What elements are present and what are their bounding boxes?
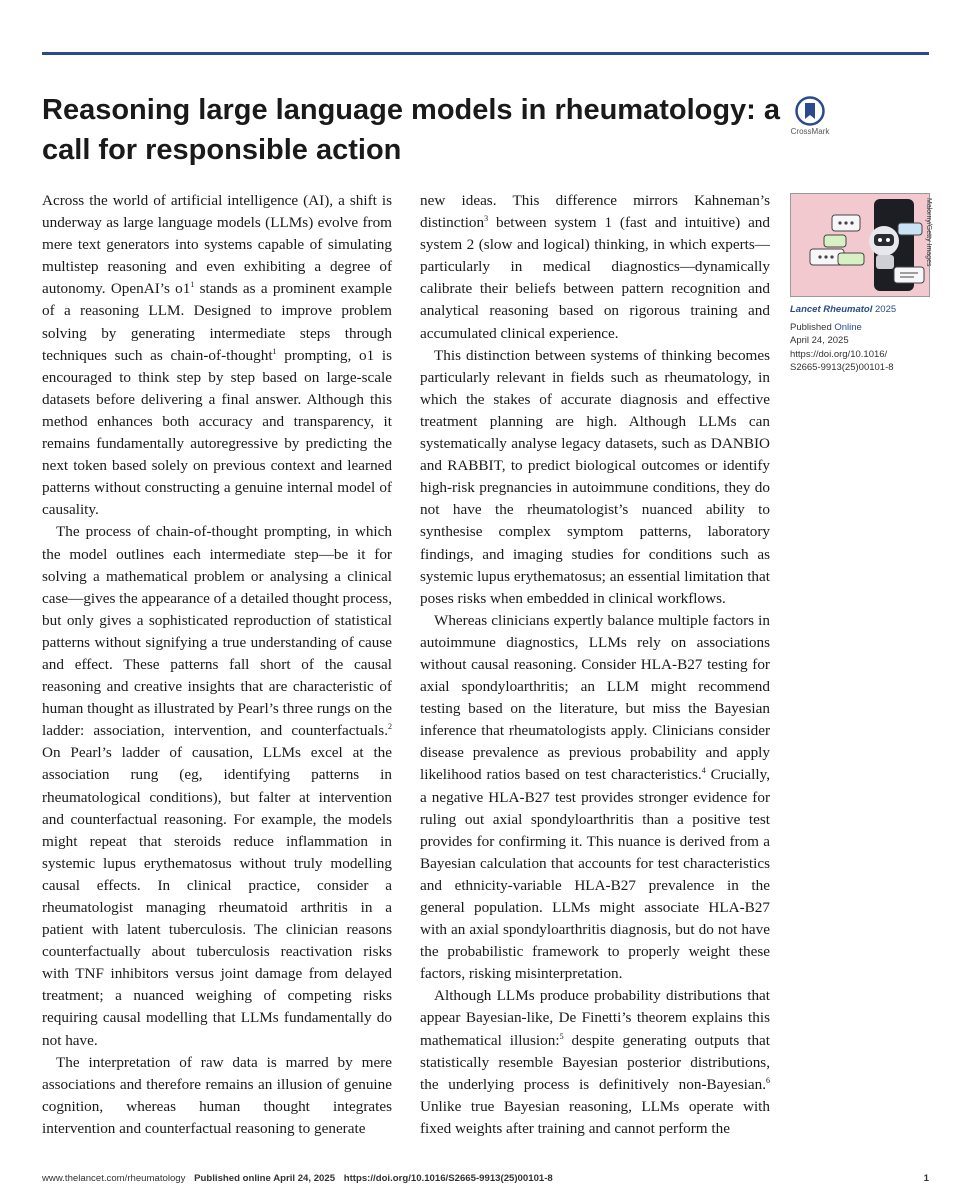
right-column [420,190,770,1140]
paragraph: The interpretation of raw data is marred by mere associations and therefore remains an illusion of genuine cognition, whereas human thought integrates intervention and counterfactual reasoning to generate [42,1053,392,1137]
published-date: April 24, 2025 [790,335,849,347]
footer-site-link[interactable]: www.thelancet.com/rheumatology [42,1173,186,1184]
published-online-link[interactable]: Online [834,322,862,333]
paragraph: Whereas clinicians expertly balance multiple factors in autoimmune diagnostics, LLMs rely on associations without causal reasoning. Consider HLA-B27 testing for axial spondyloarthritis; an LLM might recommend testing based on the literature, but miss the Bayesian inference that rheumatologists apply. Clinicians consider disease prevalence as previous probability and apply likelihood ratios based on test characteristics.$^4$ Crucially, a negative HLA-B27 test provides stronger evidence for ruling out axial spondyloarthritis than a positive test provides for confirming it. This nuance is derived from a Bayesian calculation that accounts for test characteristics and ethnicity-variable HLA-B27 prevalence in the general population. LLMs might associate HLA-B27 with an axial spondyloarthritis diagnosis, but do not have the probabilistic framework to properly weight these factors, risking misinterpretation. [420,611,770,983]
left-column [42,190,392,1140]
page-footer [42,1173,929,1189]
crossmark-badge[interactable] [788,96,832,136]
sidebar [790,193,930,374]
reference-marker[interactable]: 6 [766,1075,770,1085]
footer-doi-link[interactable]: https://doi.org/10.1016/S2665-9913(25)00101-8 [343,1173,553,1184]
reference-marker[interactable]: 1 [272,346,277,356]
reference-marker[interactable]: 2 [388,722,392,732]
published-line: Published Online [790,322,862,333]
journal-year: 2025 [872,304,897,315]
reference-marker[interactable]: 1 [190,280,195,290]
paragraph: This distinction between systems of thinking becomes particularly relevant in fields such as rheumatology, in which the stakes of accurate diagnosis and effective treatment planning are high. Although LLMs can systematically analyse legacy datasets, such as DANBIO and RABBIT, to predict biological outcomes or identify high-risk pregnancies in autoimmune conditions, they do not have the rheumatologist’s nuanced ability to synthesise complex symptom patterns, laboratory findings, and imaging studies for conditions such as systemic lupus erythematosus; an essential limitation that poses risks when embedded in clinical workflows. [420,346,770,607]
image-credit: Malorny/Getty Images [925,198,932,267]
page-number: 1 [923,1173,929,1184]
journal-name: Lancet Rheumatol [790,304,873,315]
doi-link[interactable]: https://doi.org/10.1016/ S2665-9913(25)00101-8 [790,348,894,373]
robot-chat-illustration [790,193,930,297]
article-illustration [790,193,930,297]
reference-marker[interactable]: 5 [559,1031,564,1041]
reference-marker[interactable]: 3 [484,214,489,224]
publication-info [790,321,930,374]
crossmark-icon [795,96,825,126]
footer-published: Published online April 24, 2025 [194,1173,336,1184]
paragraph: Although LLMs produce probability distributions that appear Bayesian-like, De Finetti’s theorem explains this mathematical illusion:$^5$ despite generating outputs that statistically resemble Bayesian posterior distributions, the underlying process is definitively non-Bayesian.$^6$ Unlike true Bayesian reasoning, LLMs operate with fixed weights after training and cannot perform the [420,987,770,1137]
journal-citation [790,304,930,315]
crossmark-label: CrossMark [790,127,830,136]
article-title: Reasoning large language models in rheumatology: a call for responsible action [42,94,781,166]
paragraph: The process of chain-of-thought prompting, in which the model outlines each intermediate step—be it for solving a mathematical problem or analysing a clinical case—gives the appearance of a detailed thought process, but only gives a sophisticated reproduction of statistical patterns without signifying a true understanding of cause and effect. These patterns fall short of the causal reasoning and creative insights that are characteristic of human thought as illustrated by Pearl’s three rungs on the ladder: association, intervention, and counterfactuals.$^2$ On Pearl’s ladder of causation, LLMs excel at the association rung (eg, identifying patterns in rheumatological conditions), but falter at intervention and counterfactual reasoning. For example, the models might repeat that steroids reduce inflammation in systemic lupus erythematosus without truly modelling causal effects. In clinical practice, consider a rheumatologist managing rheumatoid arthritis in a patient with latent tuberculosis. The clinician reasons counterfactually about tuberculosis reactivation risks with TNF inhibitors versus joint damage from delayed treatment; a nuanced weighing of competing risks requiring causal modelling that LLMs fundamentally do not have. [42,523,393,1049]
reference-marker[interactable]: 4 [701,766,706,776]
top-rule [42,52,929,55]
paragraph: Across the world of artificial intelligence (AI), a shift is underway as large language models (LLMs) evolve from mere text generators into systems capable of simulating multistep reasoning and even exhibiting a degree of autonomy. OpenAI’s $o1^1$ stands as a prominent example of a reasoning LLM. Designed to improve problem solving by generating intermediate steps through techniques such as chain-of-thought$^1$ prompting, o1 is encouraged to think step by step based on large-scale datasets before delivering a final answer. Although this method enhances both accuracy and transparency, it remains fundamentally autoregressive by predicting the next token based solely on previous context and learned patterns without constructing a genuine internal model of causality. [42,192,392,519]
paragraph: new ideas. This difference mirrors Kahneman’s distinction$^3$ between system 1 (fast and intuitive) and system 2 (slow and logical) thinking, in which experts—particularly in medical diagnostics—dynamically calibrate their beliefs between pattern recognition and analytical reasoning based on rigorous training and accumulated clinical experience. [420,192,770,342]
